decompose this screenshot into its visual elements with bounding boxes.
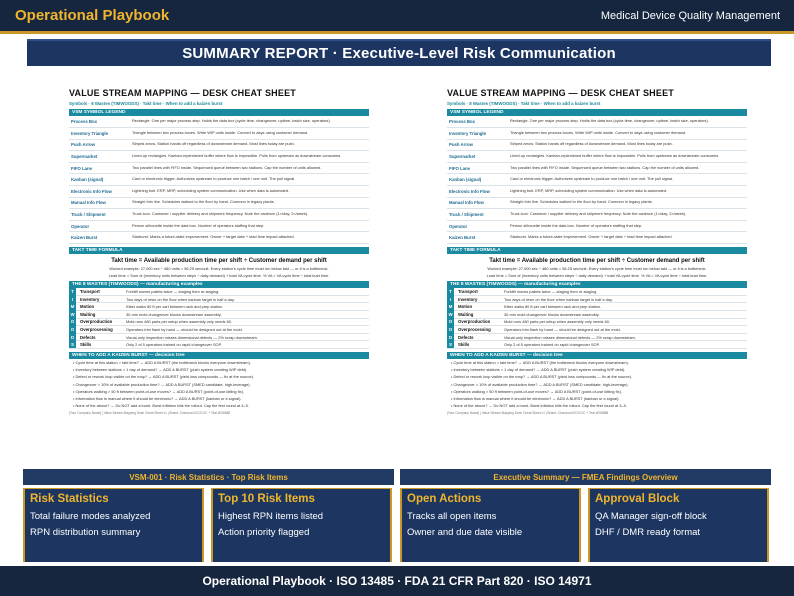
- brand-title: Operational Playbook: [15, 7, 170, 24]
- legend-symbol-name: Inventory Triangle: [71, 130, 109, 136]
- legend-symbol-name: Kanban (signal): [71, 177, 104, 183]
- waste-letter: M: [70, 304, 75, 310]
- legend-symbol-name: Manual Info Flow: [71, 200, 106, 206]
- card-approval-block[interactable]: [588, 488, 769, 562]
- kaizen-heading: WHEN TO ADD A KAIZEN BURST — decision tree: [447, 352, 747, 359]
- sheet-title: VALUE STREAM MAPPING — DESK CHEAT SHEET: [447, 88, 674, 98]
- legend-symbol-desc: Rectangle. One per major process step. Holds the data box (cycle time, changeover, uptime, batch size, operators).: [132, 118, 331, 124]
- legend-symbol-name: Kaizen Burst: [71, 235, 98, 241]
- takt-formula: Takt time = Available production time per shift ÷ Customer demand per shift: [111, 258, 327, 265]
- kaizen-rule: • Changeover > 10% of available production time? → ADD A BURST (SMED candidate, high-leverage).: [69, 381, 369, 388]
- legend-row: [69, 232, 369, 244]
- legend-symbol-desc: Lined-up rectangles. Kanban-replenished buffer where flow is impossible. Pulls from upstream as downstream consumes.: [510, 153, 720, 158]
- lead-time-formula: Lead time = Sum of (inventory units between steps ÷ daily demand) + total VA cycle time. % VA = VA cycle time ÷ total lead time.: [486, 272, 708, 278]
- waste-name: Skills: [80, 342, 92, 348]
- legend-symbol-name: Process Box: [449, 119, 476, 125]
- card-line: Owner and due date visible: [407, 527, 523, 538]
- waste-name: Overproduction: [80, 319, 113, 325]
- kaizen-rule: • None of the above? → Do NOT add a burst. Burst inflation kills the rollout. Cap the first round at 3–5.: [69, 402, 369, 409]
- legend-row: [447, 198, 747, 210]
- section-bar-right: [400, 469, 771, 485]
- waste-name: Motion: [80, 304, 95, 310]
- footer-bar: [0, 566, 794, 596]
- header-subtitle: Medical Device Quality Management: [600, 9, 780, 22]
- legend-row: [69, 198, 369, 210]
- legend-symbol-desc: Striped arrow. Station hands off regardless of downstream demand. Most lines today are push.: [510, 141, 673, 147]
- section-bar-right-label: Executive Summary — FMEA Findings Overview: [493, 472, 678, 482]
- kaizen-rule: • Operators walking > 50 ft between point-of-use moves? → ADD A BURST (point-of-use kitting fix).: [447, 388, 747, 395]
- legend-symbol-name: Kanban (signal): [449, 177, 482, 183]
- card-line: QA Manager sign-off block: [595, 511, 707, 522]
- legend-symbol-desc: Lined-up rectangles. Kanban-replenished buffer where flow is impossible. Pulls from upstream as downstream consumes.: [132, 153, 342, 158]
- waste-desc: 30-min mold changeover blocks downstream assembly.: [126, 311, 222, 317]
- waste-name: Overprocessing: [458, 326, 491, 332]
- takt-example: Worked example: 27,000 sec ÷ 480 units = 56.25 sec/unit. Every station's cycle time must run below takt — or it is a bottleneck.: [487, 265, 707, 271]
- waste-row: [447, 334, 747, 342]
- legend-symbol-desc: Straight thin line. Schedules walked to the floor by hand. Common in legacy plants.: [510, 199, 653, 205]
- legend-row: [69, 209, 369, 221]
- waste-letter: T: [69, 288, 76, 296]
- legend-symbol-desc: Card or electronic trigger. Authorizes upstream to produce one batch / one unit. The pull signal.: [510, 176, 674, 182]
- cheat-sheet-preview-right: [447, 88, 747, 458]
- section-bar-left: [23, 469, 394, 485]
- waste-desc: Only 2 of 5 operators trained on rapid changeover SOP.: [126, 342, 222, 348]
- legend-row: [447, 209, 747, 221]
- waste-desc: Two days of resin on the floor when kanban target is half a day.: [504, 296, 613, 302]
- kaizen-rule: • Operators walking > 50 ft between point-of-use moves? → ADD A BURST (point-of-use kitting fix).: [69, 388, 369, 395]
- waste-name: Motion: [458, 304, 473, 310]
- waste-desc: Mold runs 480 parts per setup when assembly only needs 60.: [504, 319, 610, 325]
- section-bar-left-label: VSM-001 · Risk Statistics · Top Risk Items: [129, 472, 288, 482]
- waste-letter: T: [447, 288, 454, 296]
- legend-symbol-desc: Starburst. Marks a future-state improvement. Owner + target date + lead time impact attached.: [510, 234, 673, 240]
- card-line: Total failure modes analyzed: [30, 511, 151, 522]
- waste-row: [69, 334, 369, 342]
- legend-heading: VSM SYMBOL LEGEND: [69, 109, 369, 116]
- waste-row: [69, 296, 369, 304]
- legend-row: [447, 151, 747, 163]
- legend-row: [69, 163, 369, 175]
- kaizen-rule: • Changeover > 10% of available production time? → ADD A BURST (SMED candidate, high-leverage).: [447, 381, 747, 388]
- waste-letter: O: [448, 326, 453, 332]
- legend-row: [69, 174, 369, 186]
- report-banner: [27, 39, 771, 66]
- sheet-subtitle: Symbols · 8 Wastes (TIMWOODS) · Takt time · When to add a kaizen burst: [69, 101, 223, 106]
- cheat-sheet-preview-left: [69, 88, 369, 458]
- legend-symbol-name: Electronic Info Flow: [71, 188, 112, 194]
- waste-desc: Operators trim flash by hand — should be designed out at the mold.: [504, 326, 621, 332]
- wastes-heading: THE 8 WASTES (TIMWOODS) — manufacturing examples: [69, 281, 369, 288]
- legend-row: [447, 174, 747, 186]
- legend-symbol-name: Process Box: [71, 119, 98, 125]
- card-title: Risk Statistics: [30, 493, 109, 505]
- kaizen-rule: • Inventory between stations > 1 day of demand? → ADD A BURST (push system creating WIP debt).: [69, 366, 369, 373]
- legend-row: [69, 116, 369, 128]
- legend-symbol-name: Truck / Shipment: [71, 211, 106, 217]
- card-title: Open Actions: [407, 493, 482, 505]
- waste-name: Transport: [458, 288, 478, 294]
- sheet-footnote: [Your Company Name] | Value Stream Mapping Desk Cheat Sheet v1 | Brand: Charcoal #2C2C2C + Teal #008888: [69, 410, 231, 415]
- legend-symbol-desc: Rectangle. One per major process step. Holds the data box (cycle time, changeover, uptime, batch size, operators).: [510, 118, 709, 124]
- legend-heading: VSM SYMBOL LEGEND: [447, 109, 747, 116]
- legend-row: [447, 221, 747, 233]
- legend-row: [447, 186, 747, 198]
- legend-row: [447, 116, 747, 128]
- waste-letter: W: [448, 311, 453, 317]
- waste-letter: W: [70, 311, 75, 317]
- waste-row: [447, 288, 747, 296]
- waste-desc: Operators trim flash by hand — should be designed out at the mold.: [126, 326, 243, 332]
- card-title: Approval Block: [595, 493, 680, 505]
- waste-desc: Visual-only inspection misses dimensional defects — 2% scrap downstream.: [504, 334, 636, 340]
- footer-text: Operational Playbook · ISO 13485 · FDA 21 CFR Part 820 · ISO 14971: [202, 574, 592, 588]
- legend-symbol-desc: Triangle between two process boxes. Write WIP units inside. Convert to days using customer demand.: [132, 129, 309, 135]
- waste-letter: I: [447, 295, 454, 303]
- card-line: DHF / DMR ready format: [595, 527, 701, 538]
- waste-desc: Kitter walks 80 ft per cart between rack and prep station.: [126, 304, 224, 310]
- waste-name: Skills: [458, 342, 470, 348]
- legend-symbol-desc: Triangle between two process boxes. Write WIP units inside. Convert to days using customer demand.: [510, 129, 687, 135]
- kaizen-rule: • Defect or rework loop visible on the map? → ADD A BURST (yield loss compounds — fix at the source).: [447, 373, 747, 380]
- waste-desc: Forklift moves pallets twice — staging then re-staging.: [126, 288, 220, 294]
- waste-desc: Visual-only inspection misses dimensional defects — 2% scrap downstream.: [126, 334, 258, 340]
- banner-title: SUMMARY REPORT · Executive-Level Risk Communication: [182, 45, 616, 62]
- legend-row: [69, 128, 369, 140]
- waste-name: Inventory: [458, 296, 478, 302]
- waste-name: Inventory: [80, 296, 100, 302]
- waste-row: [447, 341, 747, 349]
- waste-letter: D: [448, 334, 453, 340]
- kaizen-rule: • Cycle time at this station > takt time? → ADD A BURST (the bottleneck blocks everyone downstream).: [69, 359, 369, 366]
- takt-formula: Takt time = Available production time per shift ÷ Customer demand per shift: [489, 258, 705, 265]
- card-line: RPN distribution summary: [30, 527, 141, 538]
- waste-name: Waiting: [80, 311, 96, 317]
- legend-symbol-desc: Person silhouette inside the data box. Number of operators staffing that step.: [132, 222, 265, 228]
- kaizen-rule: • Information flow is manual where it should be electronic? → ADD A BURST (kanban or e-signal).: [447, 395, 747, 402]
- legend-symbol-name: FIFO Lane: [71, 165, 93, 171]
- takt-heading: TAKT TIME FORMULA: [69, 247, 369, 254]
- legend-symbol-desc: Truck icon. Customer / supplier delivery and shipment frequency. Note the cadence (1×/day, 2×/week).: [510, 210, 687, 216]
- waste-desc: Two days of resin on the floor when kanban target is half a day.: [126, 296, 235, 302]
- top-bar: [0, 0, 794, 31]
- waste-letter: S: [447, 341, 454, 349]
- legend-row: [69, 221, 369, 233]
- legend-symbol-desc: Truck icon. Customer / supplier delivery and shipment frequency. Note the cadence (1×/day, 2×/week).: [132, 210, 309, 216]
- waste-row: [447, 326, 747, 334]
- legend-row: [69, 186, 369, 198]
- card-title: Top 10 Risk Items: [218, 493, 315, 505]
- waste-letter: S: [69, 341, 76, 349]
- legend-symbol-name: Electronic Info Flow: [449, 188, 490, 194]
- legend-symbol-desc: Starburst. Marks a future-state improvement. Owner + target date + lead time impact attached.: [132, 234, 295, 240]
- waste-row: [447, 296, 747, 304]
- kaizen-rule: • Cycle time at this station > takt time? → ADD A BURST (the bottleneck blocks everyone downstream).: [447, 359, 747, 366]
- sheet-title: VALUE STREAM MAPPING — DESK CHEAT SHEET: [69, 88, 296, 98]
- waste-letter: D: [70, 334, 75, 340]
- takt-heading: TAKT TIME FORMULA: [447, 247, 747, 254]
- legend-symbol-name: Manual Info Flow: [449, 200, 484, 206]
- legend-row: [69, 151, 369, 163]
- waste-row: [69, 341, 369, 349]
- waste-row: [69, 326, 369, 334]
- waste-desc: Mold runs 480 parts per setup when assembly only needs 60.: [126, 319, 232, 325]
- waste-desc: 30-min mold changeover blocks downstream assembly.: [504, 311, 600, 317]
- kaizen-heading: WHEN TO ADD A KAIZEN BURST — decision tree: [69, 352, 369, 359]
- lead-time-formula: Lead time = Sum of (inventory units between steps ÷ daily demand) + total VA cycle time. % VA = VA cycle time ÷ total lead time.: [108, 272, 330, 278]
- legend-row: [447, 232, 747, 244]
- waste-name: Overprocessing: [80, 326, 113, 332]
- waste-row: [69, 319, 369, 327]
- card-line: Highest RPN items listed: [218, 511, 324, 522]
- waste-desc: Kitter walks 80 ft per cart between rack and prep station.: [504, 304, 602, 310]
- card-open-actions[interactable]: [400, 488, 581, 562]
- waste-row: [447, 303, 747, 311]
- legend-symbol-name: Truck / Shipment: [449, 211, 484, 217]
- waste-row: [447, 311, 747, 319]
- legend-symbol-name: Inventory Triangle: [449, 130, 487, 136]
- waste-letter: O: [70, 326, 75, 332]
- kaizen-rule: • Information flow is manual where it should be electronic? → ADD A BURST (kanban or e-signal).: [69, 395, 369, 402]
- legend-symbol-name: Operator: [71, 223, 90, 229]
- gold-divider: [0, 31, 794, 34]
- card-risk-statistics[interactable]: [23, 488, 204, 562]
- legend-row: [69, 140, 369, 152]
- legend-symbol-name: Supermarket: [449, 153, 476, 159]
- waste-letter: I: [69, 295, 76, 303]
- legend-row: [447, 128, 747, 140]
- waste-letter: O: [448, 319, 453, 325]
- legend-symbol-desc: Lightning bolt. ERP, MRP, scheduling system communication. Use when data is automated.: [132, 187, 290, 193]
- legend-symbol-desc: Two parallel lines with FIFO inside. Sequenced queue between two stations. Cap the number of units allowed.: [132, 164, 322, 170]
- legend-symbol-desc: Lightning bolt. ERP, MRP, scheduling system communication. Use when data is automated.: [510, 187, 668, 193]
- card-line: Action priority flagged: [218, 527, 310, 538]
- legend-row: [447, 140, 747, 152]
- waste-row: [69, 311, 369, 319]
- kaizen-rule: • Defect or rework loop visible on the map? → ADD A BURST (yield loss compounds — fix at the source).: [69, 373, 369, 380]
- waste-name: Overproduction: [458, 319, 491, 325]
- waste-letter: O: [70, 319, 75, 325]
- waste-name: Waiting: [458, 311, 474, 317]
- kaizen-rule: • Inventory between stations > 1 day of demand? → ADD A BURST (push system creating WIP debt).: [447, 366, 747, 373]
- waste-desc: Forklift moves pallets twice — staging then re-staging.: [504, 288, 598, 294]
- legend-symbol-desc: Person silhouette inside the data box. Number of operators staffing that step.: [510, 222, 643, 228]
- waste-name: Transport: [80, 288, 100, 294]
- takt-example: Worked example: 27,000 sec ÷ 480 units = 56.25 sec/unit. Every station's cycle time must run below takt — or it is a bottleneck.: [109, 265, 329, 271]
- sheet-footnote: [Your Company Name] | Value Stream Mapping Desk Cheat Sheet v1 | Brand: Charcoal #2C2C2C + Teal #008888: [447, 410, 609, 415]
- waste-row: [69, 303, 369, 311]
- legend-symbol-name: Push Arrow: [71, 142, 95, 148]
- legend-symbol-name: FIFO Lane: [449, 165, 471, 171]
- card-line: Tracks all open items: [407, 511, 497, 522]
- waste-row: [447, 319, 747, 327]
- waste-desc: Only 2 of 5 operators trained on rapid changeover SOP.: [504, 342, 600, 348]
- sheet-subtitle: Symbols · 8 Wastes (TIMWOODS) · Takt time · When to add a kaizen burst: [447, 101, 601, 106]
- wastes-heading: THE 8 WASTES (TIMWOODS) — manufacturing examples: [447, 281, 747, 288]
- kaizen-rule: • None of the above? → Do NOT add a burst. Burst inflation kills the rollout. Cap the first round at 3–5.: [447, 402, 747, 409]
- waste-name: Defects: [80, 334, 96, 340]
- legend-symbol-desc: Striped arrow. Station hands off regardless of downstream demand. Most lines today are push.: [132, 141, 295, 147]
- legend-row: [447, 163, 747, 175]
- legend-symbol-name: Kaizen Burst: [449, 235, 476, 241]
- waste-name: Defects: [458, 334, 474, 340]
- legend-symbol-desc: Card or electronic trigger. Authorizes upstream to produce one batch / one unit. The pull signal.: [132, 176, 296, 182]
- legend-symbol-desc: Straight thin line. Schedules walked to the floor by hand. Common in legacy plants.: [132, 199, 275, 205]
- waste-letter: M: [448, 304, 453, 310]
- legend-symbol-name: Supermarket: [71, 153, 98, 159]
- legend-symbol-name: Operator: [449, 223, 468, 229]
- legend-symbol-desc: Two parallel lines with FIFO inside. Sequenced queue between two stations. Cap the number of units allowed.: [510, 164, 700, 170]
- card-top-risk-items[interactable]: [211, 488, 392, 562]
- legend-symbol-name: Push Arrow: [449, 142, 473, 148]
- waste-row: [69, 288, 369, 296]
